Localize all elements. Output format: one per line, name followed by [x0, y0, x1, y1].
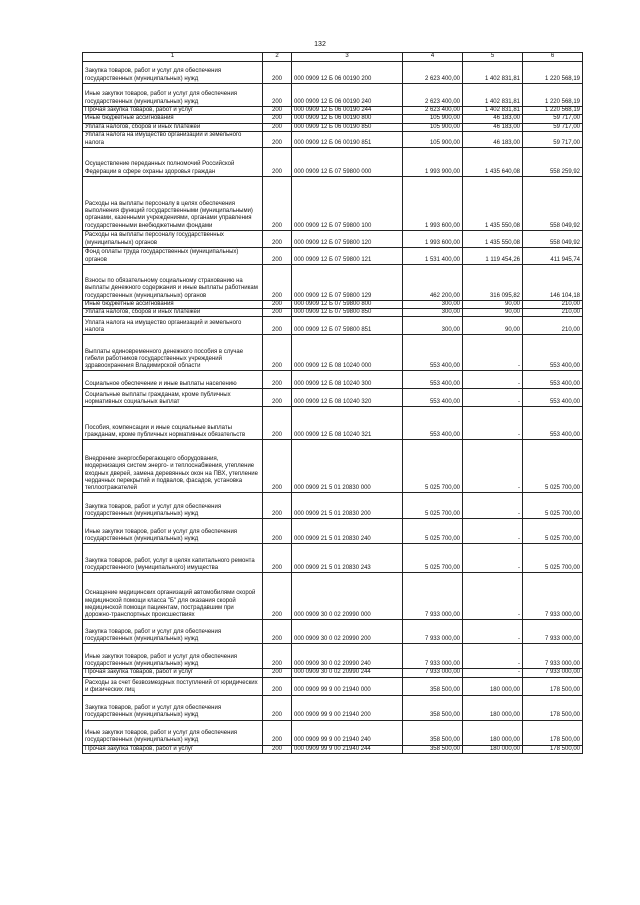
row-plan-cell: 5 025 700,00 — [403, 519, 463, 544]
row-plan-cell: 105 900,00 — [403, 131, 463, 147]
row-name-cell: Уплата налогов, сборов и иных платежей — [83, 123, 263, 131]
row-kbk-cell: 000 0909 12 Б 08 10240 320 — [292, 389, 403, 407]
row-remaining-cell: 210,00 — [523, 300, 583, 308]
row-kbk-cell: 000 0909 21 5 01 20830 243 — [292, 544, 403, 573]
row-plan-cell: 105 900,00 — [403, 123, 463, 131]
row-remaining-cell: 558 049,92 — [523, 230, 583, 247]
row-kbk-cell: 000 0909 12 Б 07 59800 000 — [292, 147, 403, 176]
row-executed-cell: 1 435 640,08 — [463, 147, 523, 176]
row-plan-cell: 5 025 700,00 — [403, 440, 463, 493]
row-executed-cell: 1 402 831,81 — [463, 84, 523, 107]
row-remaining-cell: 178 500,00 — [523, 677, 583, 695]
row-name-cell: Пособия, компенсации и иные социальные выплаты гражданам, кроме публичных нормативных обязательств — [83, 407, 263, 440]
table-row — [83, 131, 583, 147]
row-name-cell: Расходы на выплаты персоналу в целях обеспечения выполнения функций государственными (муниципальными) органами, казенными учреждениями, органами управления государственными внебюджетными фондами — [83, 176, 263, 230]
row-remaining-cell: 7 933 000,00 — [523, 644, 583, 669]
row-code-cell: 200 — [263, 644, 292, 669]
row-executed-cell: 180 000,00 — [463, 677, 523, 695]
row-plan-cell: 462 200,00 — [403, 264, 463, 300]
row-kbk-cell: 000 0909 12 Б 06 00190 851 — [292, 131, 403, 147]
row-remaining-cell: 558 049,92 — [523, 176, 583, 230]
column-header-1: 1 — [83, 53, 263, 62]
row-executed-cell: - — [463, 440, 523, 493]
row-remaining-cell: 5 025 700,00 — [523, 440, 583, 493]
table-row — [83, 371, 583, 389]
row-kbk-cell: 000 0909 12 Б 07 59800 120 — [292, 230, 403, 247]
row-code-cell: 200 — [263, 123, 292, 131]
row-kbk-cell: 000 0909 12 Б 07 59800 100 — [292, 176, 403, 230]
row-executed-cell: - — [463, 407, 523, 440]
row-name-cell: Уплата налогов, сборов и иных платежей — [83, 309, 263, 317]
row-code-cell: 200 — [263, 107, 292, 115]
row-code-cell: 200 — [263, 493, 292, 519]
row-plan-cell: 358 500,00 — [403, 695, 463, 720]
row-plan-cell: 358 500,00 — [403, 677, 463, 695]
row-kbk-cell: 000 0909 12 Б 07 59800 850 — [292, 309, 403, 317]
column-number-row — [83, 53, 583, 62]
row-remaining-cell: 553 400,00 — [523, 389, 583, 407]
row-remaining-cell: 178 500,00 — [523, 720, 583, 745]
row-executed-cell: 316 095,82 — [463, 264, 523, 300]
row-name-cell: Социальные выплаты гражданам, кроме публичных нормативных социальных выплат — [83, 389, 263, 407]
table-row — [83, 440, 583, 493]
row-code-cell: 200 — [263, 176, 292, 230]
row-code-cell: 200 — [263, 371, 292, 389]
row-name-cell: Иные закупки товаров, работ и услуг для обеспечения государственных (муниципальных) нужд — [83, 644, 263, 669]
table-row — [83, 300, 583, 308]
row-executed-cell: - — [463, 371, 523, 389]
row-code-cell: 200 — [263, 389, 292, 407]
row-remaining-cell: 59 717,00 — [523, 123, 583, 131]
row-remaining-cell: 5 025 700,00 — [523, 493, 583, 519]
column-header-2: 2 — [263, 53, 292, 62]
row-code-cell: 200 — [263, 230, 292, 247]
row-code-cell: 200 — [263, 300, 292, 308]
table-row — [83, 264, 583, 300]
table-row — [83, 644, 583, 669]
row-name-cell: Внедрение энергосберегающего оборудования, модернизация систем энерго- и теплоснабжения, утепление входных дверей, замена деревянных окон на ПВХ, утепление чердачных перекрытий и подвалов, фасадов, установка теплоотражателей — [83, 440, 263, 493]
row-plan-cell: 358 500,00 — [403, 720, 463, 745]
row-plan-cell: 300,00 — [403, 309, 463, 317]
row-remaining-cell: 7 933 000,00 — [523, 620, 583, 644]
row-plan-cell: 553 400,00 — [403, 335, 463, 371]
row-kbk-cell: 000 0909 12 Б 08 10240 300 — [292, 371, 403, 389]
row-name-cell: Иные бюджетные ассигнования — [83, 300, 263, 308]
row-code-cell: 200 — [263, 573, 292, 620]
row-code-cell: 200 — [263, 677, 292, 695]
table-row — [83, 123, 583, 131]
row-code-cell: 200 — [263, 335, 292, 371]
row-code-cell: 200 — [263, 669, 292, 677]
row-executed-cell: - — [463, 573, 523, 620]
column-header-6: 6 — [523, 53, 583, 62]
row-code-cell: 200 — [263, 620, 292, 644]
table-row — [83, 519, 583, 544]
row-plan-cell: 1 993 600,00 — [403, 230, 463, 247]
table-row — [83, 745, 583, 753]
row-name-cell: Взносы по обязательному социальному страхованию на выплаты денежного содержания и иные выплаты работникам государственных (муниципальных) органов — [83, 264, 263, 300]
row-name-cell: Закупка товаров, работ, услуг в целях капитального ремонта государственного (муниципального) имущества — [83, 544, 263, 573]
row-name-cell: Расходы за счет безвозмездных поступлений от юридических и физических лиц — [83, 677, 263, 695]
row-plan-cell: 7 933 000,00 — [403, 573, 463, 620]
row-name-cell: Закупка товаров, работ и услуг для обеспечения государственных (муниципальных) нужд — [83, 620, 263, 644]
table-row — [83, 695, 583, 720]
row-remaining-cell: 59 717,00 — [523, 131, 583, 147]
row-code-cell: 200 — [263, 115, 292, 123]
row-remaining-cell: 5 025 700,00 — [523, 519, 583, 544]
table-row — [83, 107, 583, 115]
row-remaining-cell: 59 717,00 — [523, 115, 583, 123]
row-remaining-cell: 553 400,00 — [523, 371, 583, 389]
row-code-cell: 200 — [263, 720, 292, 745]
row-code-cell: 200 — [263, 317, 292, 335]
column-header-4: 4 — [403, 53, 463, 62]
table-row — [83, 335, 583, 371]
row-remaining-cell: 7 933 000,00 — [523, 669, 583, 677]
budget-table — [82, 52, 583, 754]
row-executed-cell: 90,00 — [463, 317, 523, 335]
row-executed-cell: 46 183,00 — [463, 115, 523, 123]
row-kbk-cell: 000 0909 21 5 01 20830 200 — [292, 493, 403, 519]
row-kbk-cell: 000 0909 99 9 00 21940 200 — [292, 695, 403, 720]
row-name-cell: Иные закупки товаров, работ и услуг для обеспечения государственных (муниципальных) нужд — [83, 720, 263, 745]
row-kbk-cell: 000 0909 30 0 02 20990 200 — [292, 620, 403, 644]
row-plan-cell: 1 993 600,00 — [403, 176, 463, 230]
table-row — [83, 309, 583, 317]
row-kbk-cell: 000 0909 12 Б 06 00190 800 — [292, 115, 403, 123]
row-code-cell: 200 — [263, 695, 292, 720]
row-code-cell: 200 — [263, 147, 292, 176]
row-executed-cell: - — [463, 493, 523, 519]
table-row — [83, 84, 583, 107]
row-plan-cell: 553 400,00 — [403, 371, 463, 389]
row-kbk-cell: 000 0909 30 0 02 20990 240 — [292, 644, 403, 669]
table-row — [83, 176, 583, 230]
column-header-5: 5 — [463, 53, 523, 62]
row-name-cell: Осуществление переданных полномочий Российской Федерации в сфере охраны здоровья граждан — [83, 147, 263, 176]
row-executed-cell: 1 435 550,08 — [463, 176, 523, 230]
row-name-cell: Уплата налога на имущество организаций и земельного налога — [83, 131, 263, 147]
row-plan-cell: 1 531 400,00 — [403, 247, 463, 264]
row-executed-cell: - — [463, 335, 523, 371]
row-executed-cell: 1 402 831,81 — [463, 62, 523, 84]
row-kbk-cell: 000 0909 30 0 02 20990 000 — [292, 573, 403, 620]
row-name-cell: Уплата налога на имущество организаций и земельного налога — [83, 317, 263, 335]
row-remaining-cell: 5 025 700,00 — [523, 544, 583, 573]
row-executed-cell: - — [463, 669, 523, 677]
row-plan-cell: 7 933 000,00 — [403, 644, 463, 669]
row-kbk-cell: 000 0909 12 Б 06 00190 850 — [292, 123, 403, 131]
row-code-cell: 200 — [263, 62, 292, 84]
row-executed-cell: 90,00 — [463, 309, 523, 317]
row-name-cell: Фонд оплаты труда государственных (муниципальных) органов — [83, 247, 263, 264]
row-remaining-cell: 178 500,00 — [523, 745, 583, 753]
row-kbk-cell: 000 0909 99 9 00 21940 000 — [292, 677, 403, 695]
row-executed-cell: - — [463, 644, 523, 669]
table-row — [83, 62, 583, 84]
table-row — [83, 147, 583, 176]
row-kbk-cell: 000 0909 99 9 00 21940 240 — [292, 720, 403, 745]
row-name-cell: Закупка товаров, работ и услуг для обеспечения государственных (муниципальных) нужд — [83, 493, 263, 519]
row-plan-cell: 553 400,00 — [403, 407, 463, 440]
row-code-cell: 200 — [263, 247, 292, 264]
row-name-cell: Прочая закупка товаров, работ и услуг — [83, 669, 263, 677]
row-name-cell: Оснащение медицинских организаций автомобилями скорой медицинской помощи класса "Б" для оказания скорой медицинской помощи пациентам, пострадавшим при дорожно-транспортных происшествиях — [83, 573, 263, 620]
row-kbk-cell: 000 0909 21 5 01 20830 240 — [292, 519, 403, 544]
row-code-cell: 200 — [263, 84, 292, 107]
table-row — [83, 544, 583, 573]
row-name-cell: Социальное обеспечение и иные выплаты населению — [83, 371, 263, 389]
row-kbk-cell: 000 0909 21 5 01 20830 000 — [292, 440, 403, 493]
row-kbk-cell: 000 0909 12 Б 06 00190 240 — [292, 84, 403, 107]
row-code-cell: 200 — [263, 407, 292, 440]
row-plan-cell: 358 500,00 — [403, 745, 463, 753]
table-row — [83, 230, 583, 247]
row-plan-cell: 5 025 700,00 — [403, 544, 463, 573]
table-row — [83, 669, 583, 677]
row-remaining-cell: 7 933 000,00 — [523, 573, 583, 620]
row-name-cell: Иные закупки товаров, работ и услуг для обеспечения государственных (муниципальных) нужд — [83, 84, 263, 107]
row-plan-cell: 7 933 000,00 — [403, 620, 463, 644]
row-name-cell: Иные бюджетные ассигнования — [83, 115, 263, 123]
row-plan-cell: 1 993 900,00 — [403, 147, 463, 176]
row-remaining-cell: 553 400,00 — [523, 407, 583, 440]
row-executed-cell: 1 119 454,26 — [463, 247, 523, 264]
row-name-cell: Выплаты единовременного денежного пособия в случае гибели работников государственных учреждений здравоохранения Владимирской области — [83, 335, 263, 371]
table-row — [83, 115, 583, 123]
row-plan-cell: 300,00 — [403, 300, 463, 308]
row-code-cell: 200 — [263, 440, 292, 493]
row-kbk-cell: 000 0909 12 Б 06 00190 200 — [292, 62, 403, 84]
table-row — [83, 389, 583, 407]
row-kbk-cell: 000 0909 12 Б 06 00190 244 — [292, 107, 403, 115]
page-number: 132 — [314, 41, 326, 48]
row-remaining-cell: 1 220 568,19 — [523, 107, 583, 115]
row-executed-cell: 1 402 831,81 — [463, 107, 523, 115]
row-plan-cell: 2 623 400,00 — [403, 84, 463, 107]
table-row — [83, 620, 583, 644]
row-executed-cell: - — [463, 519, 523, 544]
row-plan-cell: 2 623 400,00 — [403, 107, 463, 115]
row-name-cell: Иные закупки товаров, работ и услуг для обеспечения государственных (муниципальных) нужд — [83, 519, 263, 544]
row-executed-cell: 46 183,00 — [463, 123, 523, 131]
row-executed-cell: - — [463, 389, 523, 407]
row-kbk-cell: 000 0909 12 Б 07 59800 129 — [292, 264, 403, 300]
row-executed-cell: 1 435 550,08 — [463, 230, 523, 247]
table-row — [83, 573, 583, 620]
row-executed-cell: 180 000,00 — [463, 745, 523, 753]
row-name-cell: Расходы на выплаты персоналу государственных (муниципальных) органов — [83, 230, 263, 247]
table-row — [83, 317, 583, 335]
column-header-3: 3 — [292, 53, 403, 62]
row-plan-cell: 553 400,00 — [403, 389, 463, 407]
row-executed-cell: 46 183,00 — [463, 131, 523, 147]
row-remaining-cell: 553 400,00 — [523, 335, 583, 371]
row-kbk-cell: 000 0909 12 Б 08 10240 000 — [292, 335, 403, 371]
row-executed-cell: - — [463, 544, 523, 573]
row-executed-cell: 90,00 — [463, 300, 523, 308]
row-kbk-cell: 000 0909 99 9 00 21940 244 — [292, 745, 403, 753]
row-remaining-cell: 178 500,00 — [523, 695, 583, 720]
row-kbk-cell: 000 0909 30 0 02 20990 244 — [292, 669, 403, 677]
row-code-cell: 200 — [263, 519, 292, 544]
row-code-cell: 200 — [263, 264, 292, 300]
row-name-cell: Прочая закупка товаров, работ и услуг — [83, 107, 263, 115]
row-plan-cell: 2 623 400,00 — [403, 62, 463, 84]
table-row — [83, 493, 583, 519]
row-executed-cell: 180 000,00 — [463, 695, 523, 720]
row-remaining-cell: 210,00 — [523, 317, 583, 335]
row-code-cell: 200 — [263, 309, 292, 317]
row-code-cell: 200 — [263, 544, 292, 573]
row-plan-cell: 105 900,00 — [403, 115, 463, 123]
row-plan-cell: 5 025 700,00 — [403, 493, 463, 519]
row-remaining-cell: 1 220 568,19 — [523, 62, 583, 84]
row-name-cell: Закупка товаров, работ и услуг для обеспечения государственных (муниципальных) нужд — [83, 695, 263, 720]
row-plan-cell: 7 933 000,00 — [403, 669, 463, 677]
table-row — [83, 720, 583, 745]
row-remaining-cell: 411 945,74 — [523, 247, 583, 264]
row-kbk-cell: 000 0909 12 Б 07 59800 851 — [292, 317, 403, 335]
row-code-cell: 200 — [263, 131, 292, 147]
row-kbk-cell: 000 0909 12 Б 07 59800 800 — [292, 300, 403, 308]
row-plan-cell: 300,00 — [403, 317, 463, 335]
row-remaining-cell: 1 220 568,19 — [523, 84, 583, 107]
row-code-cell: 200 — [263, 745, 292, 753]
table-row — [83, 407, 583, 440]
table-row — [83, 247, 583, 264]
row-executed-cell: 180 000,00 — [463, 720, 523, 745]
row-remaining-cell: 558 259,92 — [523, 147, 583, 176]
row-remaining-cell: 210,00 — [523, 309, 583, 317]
row-remaining-cell: 146 104,18 — [523, 264, 583, 300]
row-executed-cell: - — [463, 620, 523, 644]
row-kbk-cell: 000 0909 12 Б 07 59800 121 — [292, 247, 403, 264]
row-kbk-cell: 000 0909 12 Б 08 10240 321 — [292, 407, 403, 440]
row-name-cell: Прочая закупка товаров, работ и услуг — [83, 745, 263, 753]
row-name-cell: Закупка товаров, работ и услуг для обеспечения государственных (муниципальных) нужд — [83, 62, 263, 84]
table-row — [83, 677, 583, 695]
